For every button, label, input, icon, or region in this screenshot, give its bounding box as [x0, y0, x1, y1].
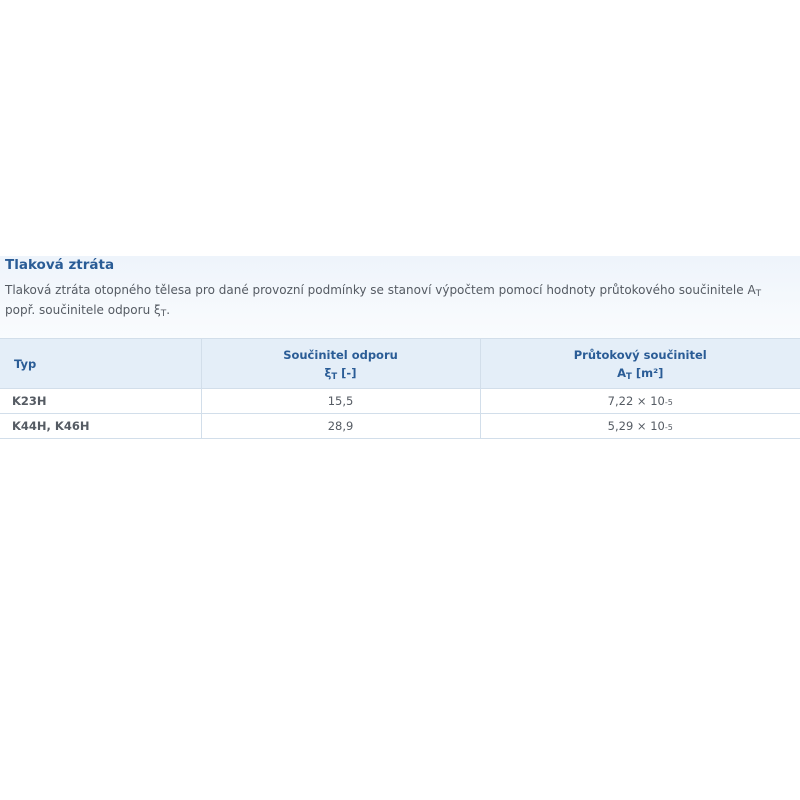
- table-header-row: [0, 339, 800, 389]
- row-flow-value: [480, 414, 800, 439]
- header-flow-unit: [m²]: [631, 365, 664, 380]
- intro-text-part-2: popř. součinitele odporu ξ: [5, 303, 161, 317]
- header-type: [0, 339, 201, 389]
- header-resistance-coefficient: [201, 339, 480, 389]
- row-flow-value: [480, 389, 800, 414]
- intro-text-part-1: Tlaková ztráta otopného tělesa pro dané provozní podmínky se stanoví výpočtem pomocí hodnoty průtokového součinitele A: [5, 283, 756, 297]
- row-flow-mantissa: 5,29: [607, 419, 634, 433]
- table-row: [0, 389, 800, 414]
- row-type: K23H: [0, 389, 201, 414]
- row-flow-times: × 10: [633, 394, 665, 408]
- pressure-loss-table: [0, 338, 800, 439]
- header-resistance-unit-line: [202, 364, 480, 382]
- header-resistance-subscript: T: [331, 371, 338, 382]
- row-flow-exponent: -5: [664, 398, 673, 407]
- row-type: K44H, K46H: [0, 414, 201, 439]
- row-flow-mantissa: 7,22: [607, 394, 634, 408]
- intro-subscript-1: T: [755, 289, 762, 299]
- row-resistance-value: 28,9: [201, 414, 480, 439]
- header-flow-subscript: T: [626, 371, 632, 382]
- header-resistance-symbol: ξ: [324, 365, 332, 380]
- row-resistance-value: 15,5: [201, 389, 480, 414]
- intro-subscript-2: T: [160, 309, 167, 319]
- section-heading: Tlaková ztráta: [5, 257, 115, 273]
- row-flow-exponent: -5: [664, 423, 673, 432]
- header-resistance-title: Součinitel odporu: [283, 347, 398, 362]
- header-flow-symbol: A: [617, 365, 627, 380]
- header-flow-coefficient: [480, 339, 800, 389]
- header-resistance-unit: [-]: [337, 365, 357, 380]
- table-row: [0, 414, 800, 439]
- intro-text-part-3: .: [166, 303, 171, 317]
- header-flow-unit-line: [481, 364, 800, 382]
- header-type-label: Typ: [14, 356, 37, 371]
- row-flow-times: × 10: [633, 419, 665, 433]
- header-flow-title: Průtokový součinitel: [573, 347, 707, 362]
- intro-paragraph: [5, 280, 765, 320]
